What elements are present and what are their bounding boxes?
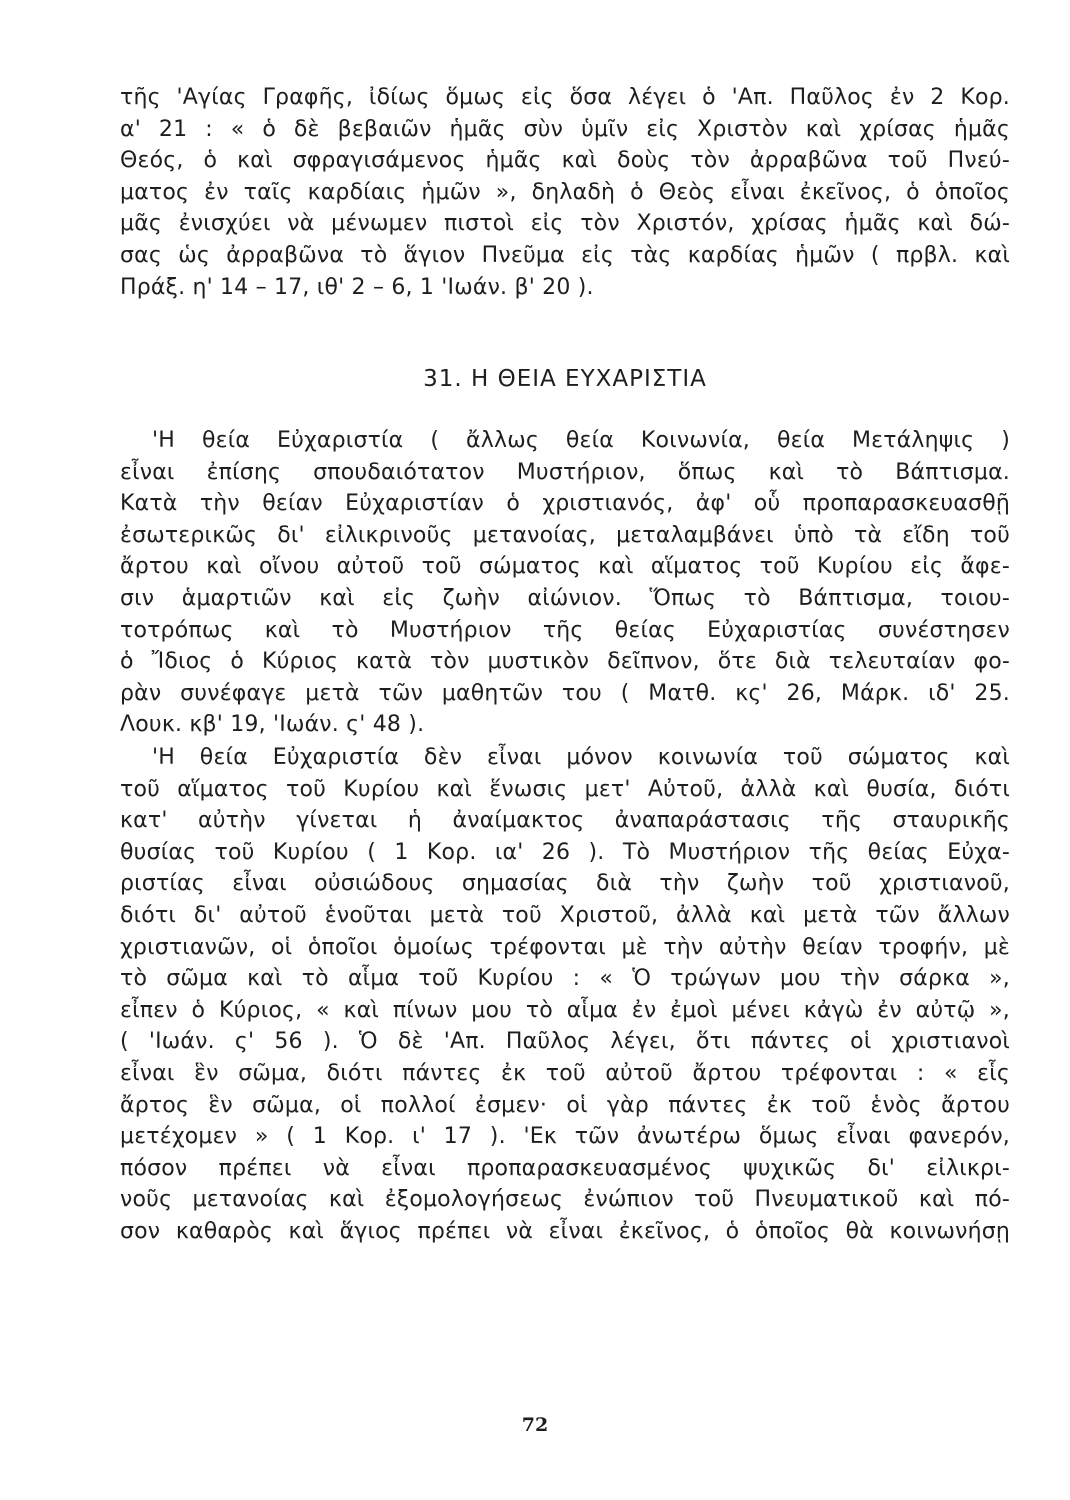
page-number: 72 <box>521 1414 549 1436</box>
text-line: σας ὡς ἀρραβῶνα τὸ ἅγιον Πνεῦμα εἰς τὰς καρδίας ἡμῶν ( πρβλ. καὶ <box>120 242 1010 268</box>
text-line: νοῦς μετανοίας καὶ ἐξομολογήσεως ἐνώπιον τοῦ Πνευματικοῦ καὶ πό- <box>120 1187 1010 1213</box>
text-line: Λουκ. κβ' 19, 'Ιωάν. ς' 48 ). <box>120 712 425 738</box>
text-line: Κατὰ τὴν θείαν Εὐχαριστίαν ὁ χριστιανός, ἀφ' οὗ προπαρασκευασθῇ <box>120 491 1010 517</box>
text-line: μᾶς ἐνισχύει νὰ μένωμεν πιστοὶ εἰς τὸν Χριστόν, χρίσας ἡμᾶς καὶ δώ- <box>120 211 1010 237</box>
section-heading: 31. Η ΘΕΙΑ ΕΥΧΑΡΙΣΤΙΑ <box>423 366 707 392</box>
text-line: μετέχομεν » ( 1 Κορ. ι' 17 ). 'Εκ τῶν ἀνωτέρω ὅμως εἶναι φανερόν, <box>120 1124 1010 1150</box>
text-line: εἶναι ἐπίσης σπουδαιότατον Μυστήριον, ὅπως καὶ τὸ Βάπτισμα. <box>120 459 1010 485</box>
text-line: εἶναι ἓν σῶμα, διότι πάντες ἐκ τοῦ αὐτοῦ ἄρτου τρέφονται : « εἷς <box>120 1060 1010 1086</box>
text-line: ματος ἐν ταῖς καρδίαις ἡμῶν », δηλαδὴ ὁ Θεὸς εἶναι ἐκεῖνος, ὁ ὁποῖος <box>120 179 1010 205</box>
text-line: ριστίας εἶναι οὐσιώδους σημασίας διὰ τὴν ζωὴν τοῦ χριστιανοῦ, <box>120 871 1010 897</box>
text-line: α' 21 : « ὁ δὲ βεβαιῶν ἡμᾶς σὺν ὑμῖν εἰς Χριστὸν καὶ χρίσας ἡμᾶς <box>120 116 1010 142</box>
text-line: ( 'Ιωάν. ς' 56 ). Ὁ δὲ 'Απ. Παῦλος λέγει, ὅτι πάντες οἱ χριστιανοὶ <box>120 1029 1010 1055</box>
text-line: ρὰν συνέφαγε μετὰ τῶν μαθητῶν του ( Ματθ. κς' 26, Μάρκ. ιδ' 25. <box>120 680 1010 706</box>
text-line: εἶπεν ὁ Κύριος, « καὶ πίνων μου τὸ αἷμα ἐν ἐμοὶ μένει κἀγὼ ἐν αὐτῷ », <box>120 997 1010 1023</box>
text-line: διότι δι' αὐτοῦ ἑνοῦται μετὰ τοῦ Χριστοῦ, ἀλλὰ καὶ μετὰ τῶν ἄλλων <box>120 902 1010 928</box>
text-line: σον καθαρὸς καὶ ἅγιος πρέπει νὰ εἶναι ἐκεῖνος, ὁ ὁποῖος θὰ κοινωνήσῃ <box>120 1218 1010 1244</box>
text-line: 'Η θεία Εὐχαριστία ( ἄλλως θεία Κοινωνία, θεία Μετάληψις ) <box>152 428 1010 453</box>
text-line: ὁ Ἴδιος ὁ Κύριος κατὰ τὸν μυστικὸν δεῖπνον, ὅτε διὰ τελευταίαν φο- <box>120 649 1010 675</box>
text-line: κατ' αὐτὴν γίνεται ἡ ἀναίμακτος ἀναπαράστασις τῆς σταυρικῆς <box>120 808 1010 834</box>
paragraph-eucharist-definition <box>120 425 1010 741</box>
text-line: τῆς 'Αγίας Γραφῆς, ἰδίως ὅμως εἰς ὅσα λέγει ὁ 'Απ. Παῦλος ἐν 2 Κορ. <box>120 85 1010 110</box>
text-line: πόσον πρέπει νὰ εἶναι προπαρασκευασμένος ψυχικῶς δι' εἰλικρι- <box>120 1155 1010 1181</box>
text-line: τοτρόπως καὶ τὸ Μυστήριον τῆς θείας Εὐχαριστίας συνέστησεν <box>120 617 1010 643</box>
text-line: χριστιανῶν, οἱ ὁποῖοι ὁμοίως τρέφονται μὲ τὴν αὐτὴν θείαν τροφήν, μὲ <box>120 934 1010 960</box>
text-line: τοῦ αἵματος τοῦ Κυρίου καὶ ἕνωσις μετ' Αὐτοῦ, ἀλλὰ καὶ θυσία, διότι <box>120 776 1010 802</box>
text-line: ἄρτος ἓν σῶμα, οἱ πολλοί ἐσμεν· οἱ γὰρ πάντες ἐκ τοῦ ἑνὸς ἄρτου <box>120 1092 1010 1118</box>
text-line: τὸ σῶμα καὶ τὸ αἷμα τοῦ Κυρίου : « Ὁ τρώγων μου τὴν σάρκα », <box>120 966 1010 992</box>
text-line: Θεός, ὁ καὶ σφραγισάμενος ἡμᾶς καὶ δοὺς τὸν ἀρραβῶνα τοῦ Πνεύ- <box>120 148 1010 174</box>
text-line: Πράξ. η' 14 – 17, ιθ' 2 – 6, 1 'Ιωάν. β' 20 ). <box>120 274 594 300</box>
text-line: σιν ἁμαρτιῶν καὶ εἰς ζωὴν αἰώνιον. Ὅπως τὸ Βάπτισμα, τοιου- <box>120 585 1010 611</box>
text-line: 'Η θεία Εὐχαριστία δὲν εἶναι μόνον κοινωνία τοῦ σώματος καὶ <box>152 745 1010 770</box>
text-line: θυσίας τοῦ Κυρίου ( 1 Κορ. ια' 26 ). Τὸ Μυστήριον τῆς θείας Εὐχα- <box>120 839 1010 865</box>
paragraph-intro <box>120 82 1010 303</box>
paragraph-eucharist-sacrifice <box>120 742 1010 1248</box>
text-line: ἄρτου καὶ οἴνου αὐτοῦ τοῦ σώματος καὶ αἵματος τοῦ Κυρίου εἰς ἄφε- <box>120 554 1010 580</box>
text-line: ἐσωτερικῶς δι' εἰλικρινοῦς μετανοίας, μεταλαμβάνει ὑπὸ τὰ εἴδη τοῦ <box>120 522 1010 548</box>
